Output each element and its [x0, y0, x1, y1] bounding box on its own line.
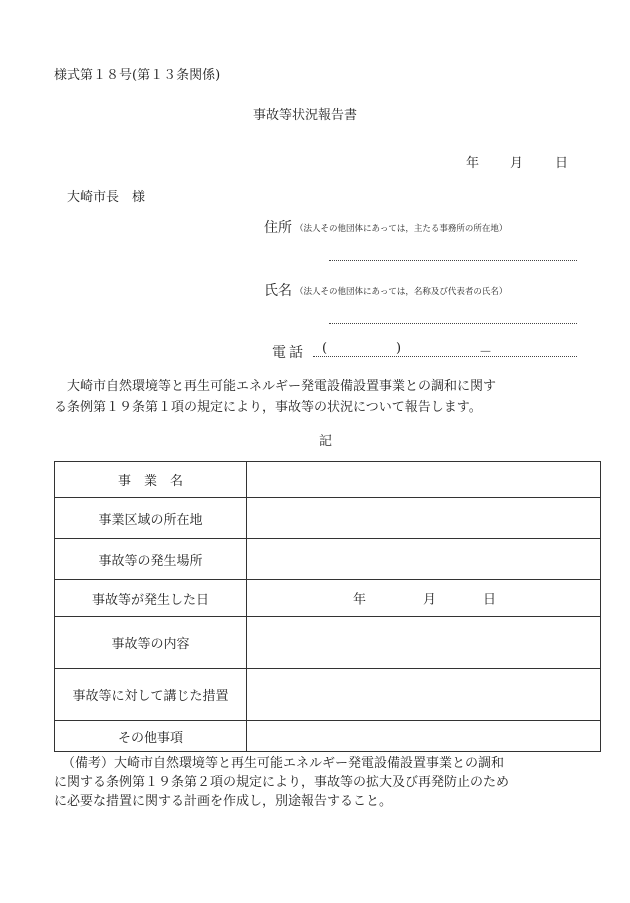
body-line-2: る条例第１９条第１項の規定により，事故等の状況について報告します。 — [54, 400, 482, 415]
row-label-accident-content: 事故等の内容 — [55, 617, 247, 669]
phone-open-paren: ( — [322, 341, 328, 356]
value-measures-taken[interactable] — [247, 669, 601, 721]
date-day-label: 日 — [555, 156, 569, 171]
value-other-matters[interactable] — [247, 721, 601, 752]
address-fill-line[interactable] — [329, 260, 577, 261]
row-label-other-matters: その他事項 — [55, 721, 247, 752]
table-row — [55, 498, 601, 539]
value-business-name[interactable] — [247, 462, 601, 498]
row-label-accident-place: 事故等の発生場所 — [55, 539, 247, 580]
table-row — [55, 721, 601, 752]
name-label: 氏名 — [264, 283, 292, 299]
row-label-business-area: 事業区域の所在地 — [55, 498, 247, 539]
accident-date-day: 日 — [483, 592, 497, 608]
value-accident-content[interactable] — [247, 617, 601, 669]
accident-date-year: 年 — [353, 592, 367, 608]
value-business-area[interactable] — [247, 498, 601, 539]
address-label: 住所 — [264, 220, 292, 236]
phone-fill-line[interactable] — [313, 356, 577, 357]
value-accident-date[interactable] — [247, 580, 601, 617]
phone-close-paren: ) — [396, 341, 402, 356]
row-label-accident-date: 事故等が発生した日 — [55, 580, 247, 617]
note-line-2: に関する条例第１９条第２項の規定により，事故等の拡大及び再発防止のため — [54, 775, 510, 790]
note-line-3: に必要な措置に関する計画を作成し，別途報告すること。 — [54, 794, 393, 809]
body-line-1: 大崎市自然環境等と再生可能エネルギー発電設備設置事業との調和に関す — [67, 379, 497, 394]
phone-dash: － — [479, 345, 493, 360]
row-label-measures-taken: 事故等に対して講じた措置 — [55, 669, 247, 721]
date-month-label: 月 — [510, 156, 524, 171]
form-number: 様式第１８号(第１３条関係) — [54, 68, 221, 83]
note-line-1: （備考）大崎市自然環境等と再生可能エネルギー発電設備設置事業との調和 — [62, 756, 505, 771]
document-title: 事故等状況報告書 — [253, 108, 358, 123]
ki-heading: 記 — [319, 434, 333, 449]
date-year-label: 年 — [466, 156, 480, 171]
phone-label: 電話 — [272, 345, 306, 361]
row-label-business-name: 事 業 名 — [55, 462, 247, 498]
name-fill-line[interactable] — [329, 323, 577, 324]
table-row — [55, 669, 601, 721]
table-row — [55, 580, 601, 617]
report-table — [54, 461, 601, 752]
name-note: （法人その他団体にあっては，名称及び代表者の氏名） — [295, 287, 508, 297]
accident-date-month: 月 — [423, 592, 437, 608]
address-note: （法人その他団体にあっては，主たる事務所の所在地） — [295, 224, 508, 234]
table-row — [55, 617, 601, 669]
value-accident-place[interactable] — [247, 539, 601, 580]
table-row — [55, 539, 601, 580]
table-row — [55, 462, 601, 498]
addressee: 大崎市長 様 — [67, 190, 146, 205]
